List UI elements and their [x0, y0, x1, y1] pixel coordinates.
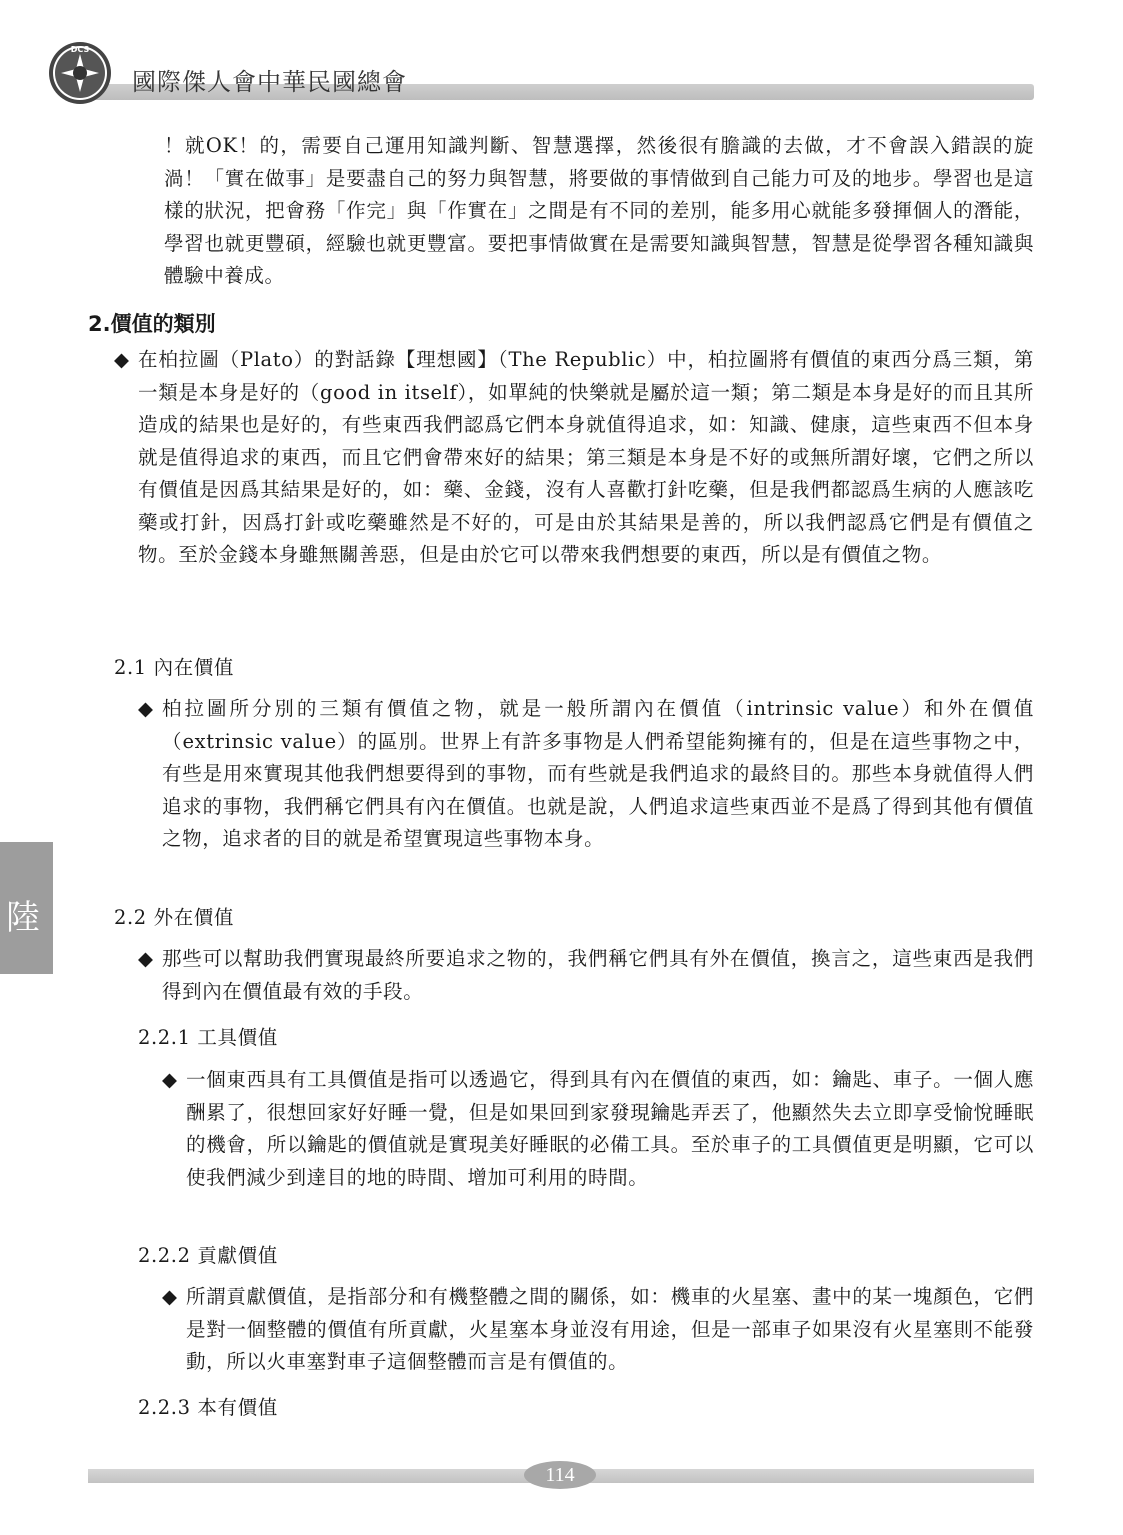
organization-name: 國際傑人會中華民國總會 — [132, 68, 407, 96]
bullet-diamond-icon: ◆ — [138, 697, 153, 720]
bullet-item-section-2-2 — [138, 943, 1034, 1008]
section-heading-2-1: 2.1 內在價值 — [114, 656, 235, 679]
bullet-item-section-2 — [114, 344, 1034, 572]
section-heading-2-2-2: 2.2.2 貢獻價值 — [138, 1244, 278, 1267]
section-heading-2: 2.價值的類別 — [88, 312, 216, 336]
logo-text: DCS — [70, 45, 90, 54]
bullet-item-section-2-1 — [138, 693, 1034, 856]
bullet-diamond-icon: ◆ — [162, 1285, 177, 1308]
chapter-tab-label: 陸 — [6, 898, 40, 938]
intro-paragraph: ！就OK！的，需要自己運用知識判斷、智慧選擇，然後很有膽識的去做，才不會誤入錯誤的旋渦！「實在做事」是要盡自己的努力與智慧，將要做的事情做到自己能力可及的地步。學習也是這樣的狀況，把會務「作完」與「作實在」之間是有不同的差別，能多用心就能多發揮個人的潛能，學習也就更豐碩，經驗也就更豐富。要把事情做實在是需要知識與智慧，智慧是從學習各種知識與體驗中養成。 — [164, 134, 1034, 287]
bullet-text: 那些可以幫助我們實現最終所要追求之物的，我們稱它們具有外在價值，換言之，這些東西是我們得到內在價值最有效的手段。 — [162, 947, 1034, 1003]
chapter-side-tab — [0, 842, 53, 974]
bullet-diamond-icon: ◆ — [114, 348, 129, 371]
bullet-diamond-icon: ◆ — [138, 947, 153, 970]
page-number-badge: 114 — [524, 1461, 596, 1489]
bullet-text: 柏拉圖所分別的三類有價值之物，就是一般所謂內在價值（intrinsic value）和外在價值（extrinsic value）的區別。世界上有許多事物是人們希望能夠擁有的，但是在這些事物之中，有些是用來實現其他我們想要得到的事物，而有些就是我們追求的最終目的。那些本身就值得人們追求的事物，我們稱它們具有內在價值。也就是說，人們追求這些東西並不是爲了得到其他有價值之物，追求者的目的就是希望實現這些事物本身。 — [162, 697, 1034, 850]
section-heading-2-2-1: 2.2.1 工具價值 — [138, 1026, 278, 1049]
bullet-item-section-2-2-1 — [162, 1064, 1034, 1194]
section-heading-2-2: 2.2 外在價值 — [114, 906, 235, 929]
bullet-text: 在柏拉圖（Plato）的對話錄【理想國】（The Republic）中，柏拉圖將有價值的東西分爲三類，第一類是本身是好的（good in itself），如單純的快樂就是屬於這一類；第二類是本身是好的而且其所造成的結果也是好的，有些東西我們認爲它們本身就值得追求，如：知識、健康，這些東西不但本身就是值得追求的東西，而且它們會帶來好的結果；第三類是本身是不好的或無所謂好壞，它們之所以有價值是因爲其結果是好的，如：藥、金錢，沒有人喜歡打針吃藥，但是我們都認爲生病的人應該吃藥或打針，因爲打針或吃藥雖然是不好的，可是由於其結果是善的，所以我們認爲它們是有價值之物。至於金錢本身雖無關善惡，但是由於它可以帶來我們想要的東西，所以是有價值之物。 — [138, 348, 1034, 566]
bullet-text: 一個東西具有工具價值是指可以透過它，得到具有內在價值的東西，如：鑰匙、車子。一個人應酬累了，很想回家好好睡一覺，但是如果回到家發現鑰匙弄丟了，他顯然失去立即享受愉悅睡眠的機會，所以鑰匙的價值就是實現美好睡眠的必備工具。至於車子的工具價值更是明顯，它可以使我們減少到達目的地的時間、增加可利用的時間。 — [186, 1068, 1034, 1189]
bullet-text: 所謂貢獻價值，是指部分和有機整體之間的關係，如：機車的火星塞、畫中的某一塊顏色，它們是對一個整體的價值有所貢獻，火星塞本身並沒有用途，但是一部車子如果沒有火星塞則不能發動，所以火車塞對車子這個整體而言是有價值的。 — [186, 1285, 1034, 1373]
organization-logo — [47, 40, 113, 106]
bullet-diamond-icon: ◆ — [162, 1068, 177, 1091]
bullet-item-section-2-2-2 — [162, 1281, 1034, 1379]
section-heading-2-2-3: 2.2.3 本有價值 — [138, 1396, 278, 1419]
